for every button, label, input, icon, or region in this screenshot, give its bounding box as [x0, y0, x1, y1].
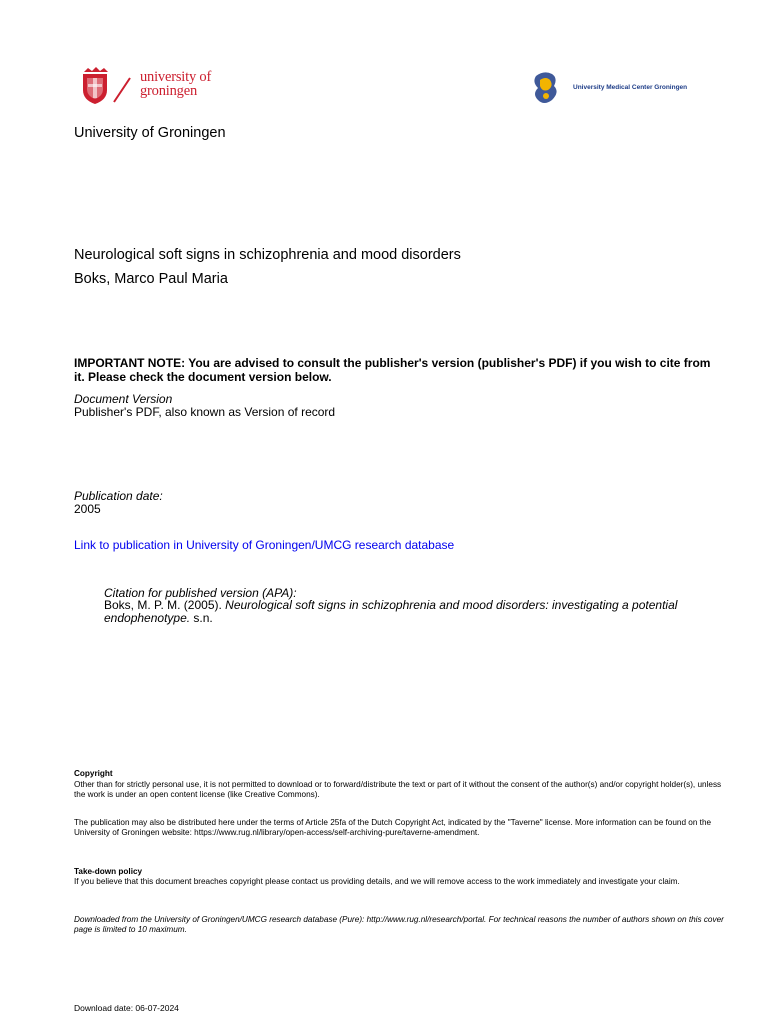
citation-title: Neurological soft signs in schizophrenia and mood disorders: investigating a potential endophenotype.	[104, 598, 678, 625]
umcg-logo	[526, 66, 568, 110]
citation-prefix: Boks, M. P. M. (2005).	[104, 598, 226, 612]
takedown-heading: Take-down policy	[74, 867, 143, 876]
copyright-heading: Copyright	[74, 769, 113, 778]
citation-suffix: s.n.	[190, 611, 213, 625]
publication-author: Boks, Marco Paul Maria	[74, 271, 228, 287]
umcg-logo-text: University Medical Center Groningen	[573, 84, 688, 91]
takedown-body: If you believe that this document breaches copyright please contact us providing details, and we will remove access to the work immediately and investigate your claim.	[74, 877, 680, 886]
institution-name: University of Groningen	[74, 125, 226, 141]
taverne-notice: The publication may also be distributed here under the terms of Article 25fa of the Dutch Copyright Act, indicated by the "Taverne" license. More information can be found on the University of Groningen website: https://www.rug.nl/library/open-access/self-archiving-pure/taverne-amendment.	[74, 818, 712, 837]
umcg-emblem-icon	[526, 66, 568, 110]
document-version-label: Document Version	[74, 392, 173, 406]
shield-crest-icon	[80, 66, 140, 110]
download-date: Download date: 06-07-2024	[74, 1003, 179, 1013]
document-version-value: Publisher's PDF, also known as Version of record	[74, 405, 336, 419]
publication-link[interactable]: Link to publication in University of Groningen/UMCG research database	[74, 538, 455, 552]
publication-date-value: 2005	[74, 502, 101, 516]
rug-wordmark-line2: groningen	[140, 83, 197, 99]
citation-label: Citation for published version (APA):	[104, 586, 297, 600]
copyright-body: Other than for strictly personal use, it is not permitted to download or to forward/distribute the text or part of it without the consent of the author(s) and/or copyright holder(s), unless the work is under an open content license (like Creative Commons).	[74, 780, 722, 799]
rug-wordmark-line1: university of	[140, 69, 212, 85]
citation-text	[104, 599, 704, 625]
publication-title: Neurological soft signs in schizophrenia and mood disorders	[74, 247, 461, 263]
rug-wordmark	[140, 70, 211, 98]
important-note: IMPORTANT NOTE: You are advised to consult the publisher's version (publisher's PDF) if you wish to cite from it. Please check the document version below.	[74, 356, 711, 384]
publication-date-label: Publication date:	[74, 489, 163, 503]
downloaded-note: Downloaded from the University of Groningen/UMCG research database (Pure): http://www.rug.nl/research/portal. For technical reasons the number of authors shown on this cover page is limited to 10 maximum.	[74, 915, 724, 934]
